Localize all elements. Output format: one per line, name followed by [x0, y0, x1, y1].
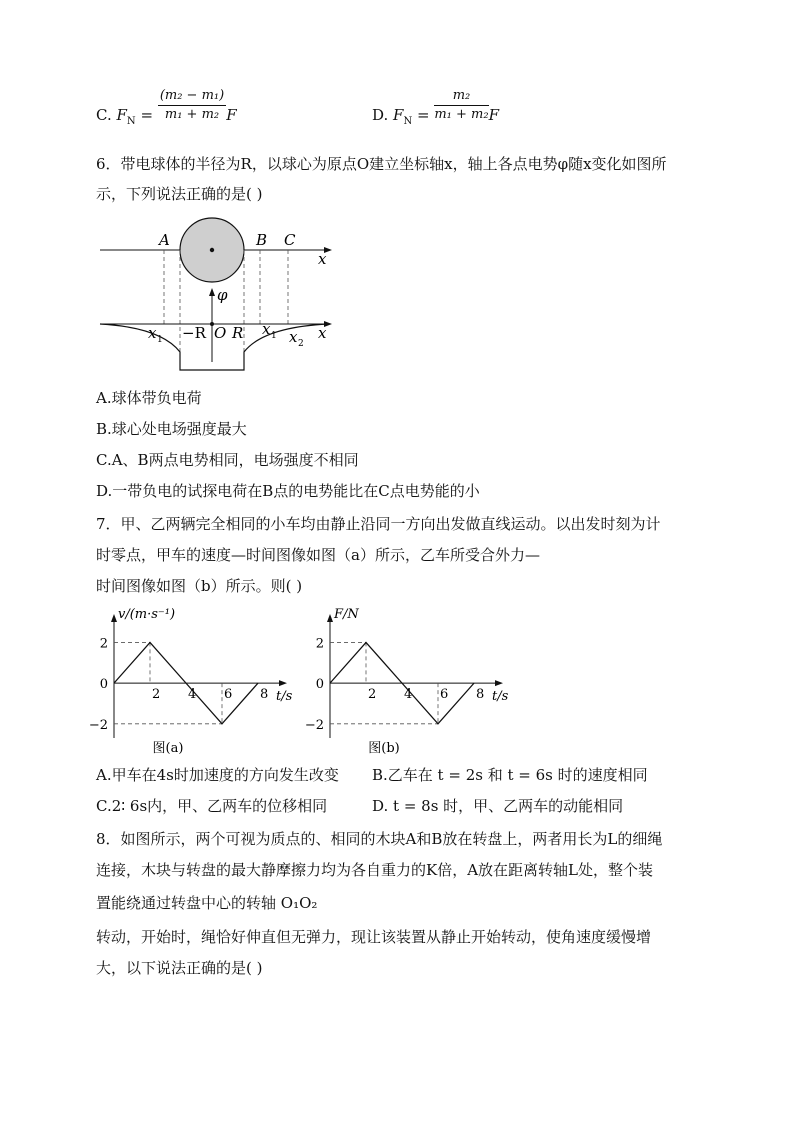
- q6-stem-line2: 示，下列说法正确的是( ): [96, 185, 263, 203]
- y-axis-arrow: [327, 614, 333, 622]
- label-x1-left: x: [148, 324, 157, 342]
- x-tick-label: 4: [188, 687, 197, 703]
- y-tick-label: 0: [99, 677, 108, 693]
- x-axis-label: t/s: [492, 689, 509, 705]
- q6-option-d: D.一带负电的试探电荷在B点的电势能比在C点电势能的小: [96, 482, 480, 500]
- x-tick-label: 4: [404, 687, 413, 703]
- label-phi: φ: [217, 286, 228, 304]
- label-minus-R: −R: [182, 324, 206, 342]
- q6-option-b: B.球心处电场强度最大: [96, 420, 247, 438]
- x-tick-label: 2: [368, 687, 377, 703]
- y-axis-label: v/(m·s⁻¹): [118, 607, 176, 622]
- label-x2-sub: 2: [298, 339, 304, 349]
- x-axis-arrow: [279, 680, 287, 686]
- y-tick-label: −2: [304, 717, 324, 733]
- q6-figure: [96, 212, 356, 377]
- label-x1-right: x: [262, 320, 271, 338]
- chart-b: [304, 604, 512, 756]
- label-O: O: [214, 324, 227, 342]
- q8-stem-line3: 置能绕通过转盘中心的转轴 O₁O₂: [96, 894, 318, 912]
- q6-stem-line1: 6．带电球体的半径为R，以球心为原点O建立坐标轴x，轴上各点电势φ随x变化如图所: [96, 155, 667, 173]
- q7-option-c: C.2∶ 6s内，甲、乙两车的位移相同: [96, 797, 328, 815]
- y-tick-label: 2: [315, 636, 324, 652]
- y-axis-label: F/N: [334, 607, 359, 622]
- q5-d-fraction: $\frac{\text{m₂}}{\text{m₁ + m₂}}$: [434, 87, 489, 122]
- label-x2: x: [289, 328, 298, 346]
- x-tick-label: 2: [152, 687, 161, 703]
- chart-caption: 图(a): [152, 741, 184, 756]
- x-tick-label: 6: [224, 687, 233, 703]
- q8-stem-line4: 转动，开始时，绳恰好伸直但无弹力，现让该装置从静止开始转动，使角速度缓慢增: [96, 928, 652, 946]
- label-x1-left-sub: 1: [157, 335, 163, 345]
- x-tick-label: 6: [440, 687, 449, 703]
- q7-stem-line3: 时间图像如图（b）所示。则( ): [96, 577, 303, 595]
- q5-option-d: D. $F_N$ = $\frac{\text{m₂}}{\text{m₁ + m₂}}$ F: [372, 87, 500, 127]
- x-tick-label: 8: [476, 687, 485, 703]
- q6-option-c: C.A、B两点电势相同，电场强度不相同: [96, 451, 359, 469]
- chart-b-plot: [305, 607, 509, 756]
- x-axis-arrow: [495, 680, 503, 686]
- y-tick-label: 2: [99, 636, 108, 652]
- x-tick-label: 8: [260, 687, 269, 703]
- label-C: C: [284, 231, 296, 249]
- label-R: R: [232, 324, 244, 342]
- chart-a-plot: [89, 607, 293, 756]
- label-x-top: x: [318, 250, 327, 268]
- q8-stem-line2: 连接，木块与转盘的最大静摩擦力均为各自重力的K倍，A放在距离转轴L处，整个装: [96, 861, 654, 879]
- q7-option-a: A.甲车在4s时加速度的方向发生改变: [96, 766, 339, 784]
- chart-a: [88, 604, 296, 756]
- label-B: B: [256, 231, 268, 249]
- q7-stem-line1: 7．甲、乙两辆完全相同的小车均由静止沿同一方向出发做直线运动。以出发时刻为计: [96, 515, 661, 533]
- label-x1-right-sub: 1: [271, 331, 277, 341]
- q5-option-c: C. $F_N$ = $\frac{\text{(m₂ − m₁)}}{\text{m₁ + m₂}}$ F: [96, 87, 237, 127]
- q6-option-a: A.球体带负电荷: [96, 389, 202, 407]
- q7-stem-line2: 时零点，甲车的速度—时间图像如图（a）所示，乙车所受合外力—: [96, 546, 540, 564]
- q5-c-fraction: $\frac{\text{(m₂ − m₁)}}{\text{m₁ + m₂}}$: [159, 87, 225, 122]
- q7-option-d: D. t = 8s 时，甲、乙两车的动能相同: [372, 797, 624, 815]
- q8-stem-line1: 8．如图所示，两个可视为质点的、相同的木块A和B放在转盘上，两者用长为L的细绳: [96, 830, 663, 848]
- q7-option-b: B.乙车在 t = 2s 和 t = 6s 时的速度相同: [372, 766, 648, 784]
- y-axis-arrow: [111, 614, 117, 622]
- y-tick-label: 0: [315, 677, 324, 693]
- label-x-bottom: x: [318, 324, 327, 342]
- y-tick-label: −2: [88, 717, 108, 733]
- x-axis-label: t/s: [276, 689, 293, 705]
- q8-stem-line5: 大，以下说法正确的是( ): [96, 959, 263, 977]
- label-A: A: [159, 231, 170, 249]
- chart-caption: 图(b): [368, 741, 400, 756]
